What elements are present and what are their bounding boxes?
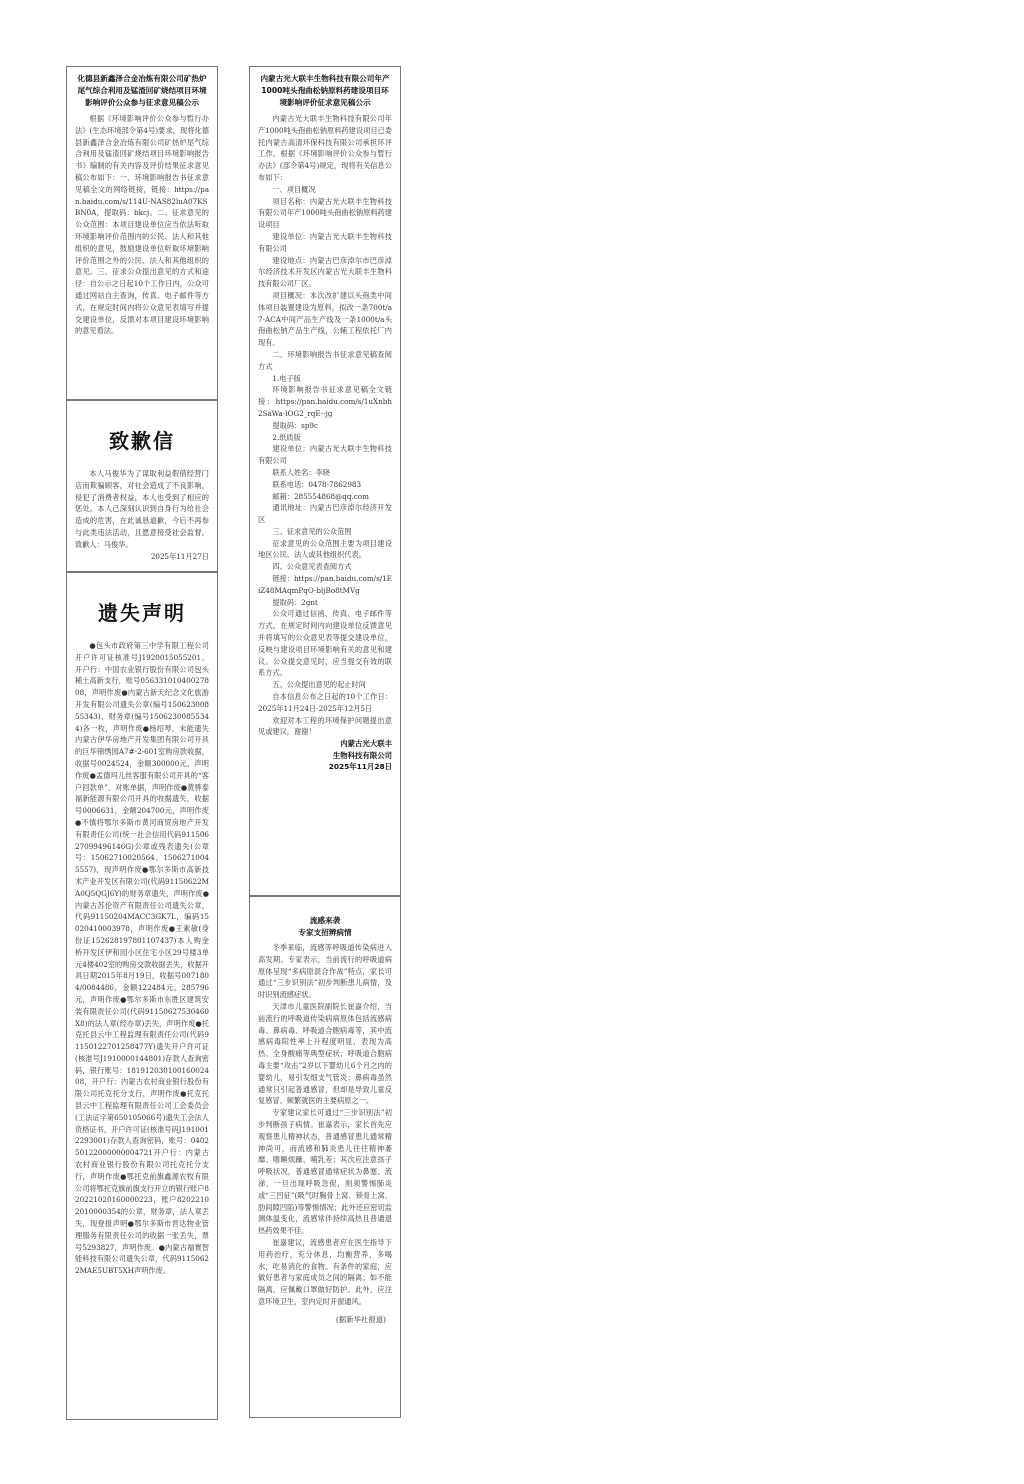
notice-mongolia-para: 建设地点：内蒙古巴彦淖尔市巴彦淖尔经济技术开发区内蒙古光大联丰生物科技有限公司厂区。 xyxy=(258,255,392,289)
notice-mongolia-para: 通讯地址：内蒙古巴彦淖尔经济开发区 xyxy=(258,503,392,525)
notice-mongolia-para: 项目概况：本次改扩建以头孢类中间体项目装置建设为原料，拟改一条700t/a7-ACA中间产品生产线及一条1000t/a头孢曲松钠产品生产线，公辅工程依托厂内现有。 xyxy=(258,290,392,348)
notice-eia-body: 根据《环境影响评价公众参与暂行办法》(生态环境部令第4号)要求，现将化德县新鑫泽合金冶炼有限公司矿热炉尾气综合利用及锰渣回矿烧结项目环境影响报告书》编制的有关内容及评价结果征求意见稿公布如下：一、环境影响报告书征求意见稿全文的网络链接，链接：https://pan.baidu.com/s/114U-NAS82luA07KSBN0A，提取码：bkcj。二、征求意见的公众范围：本项目建设单位应当依法听取环境影响评价范围内的公民、法人和其他组织的意见，鼓励建设单位听取环境影响评价范围之外的公民、法人和其他组织的意见。三、征求公众提出意见的方式和途径：自公示之日起10个工作日内，公众可通过网站自主查询，传真、电子邮件等方式，在规定时间内将公众意见表填写并提交建设单位，反馈对本项目建设环境影响的意见看法。 xyxy=(75,114,209,336)
notice-mongolia-para: 链接：https://pan.baidu.com/s/1EiZ48MAqmPqO-bljBo8tMVg xyxy=(258,574,392,595)
notice-mongolia-para: 提取码：sp9c xyxy=(272,420,319,430)
notice-mongolia-para: 欢迎对本工程的环境保护问题提出意见或建议，谢谢！ xyxy=(258,715,392,737)
notice-mongolia-para: 项目名称：内蒙古光大联丰生物科技有限公司年产1000吨头孢曲松钠原料药建设项目 xyxy=(258,196,392,230)
notice-mongolia-para: 内蒙古光大联丰生物科技有限公司年产1000吨头孢曲松钠原料药建设项目已委托内蒙古高清环保科技有限公司承担环评工作。根据《环境影响评价公众参与暂行办法》(部令第4号)规定，现将有关信息公布如下： xyxy=(258,114,392,182)
flu-article-box xyxy=(249,896,401,1418)
apology-body: 本人马俊华为了谋取利益假借经营门店而欺骗顾客，对社会造成了不良影响，侵犯了消费者权益，本人也受到了相应的惩处。本人已深刻认识到自身行为给社会造成的危害，在此诚恳道歉，今后不再参与此类违法活动，且愿意接受社会监督。致歉人：马俊华。 xyxy=(75,469,209,549)
flu-para: 天津市儿童医院副院长崔嘉介绍，当前流行的呼吸道传染病病原体包括流感病毒、鼻病毒、呼吸道合胞病毒等，其中流感病毒阳性率上升程度明显，表现为高热、全身酸痛等典型症状；呼吸道合胞病毒主要“攻击”2岁以下婴幼儿6个月之内的婴幼儿，易引发细支气管炎；鼻病毒虽然通常只引起普通感冒，但却是导致儿童反复感冒、频繁就医的主要病原之一。 xyxy=(258,1001,392,1106)
notice-mongolia-para: 二、环境影响报告书征求意见稿查阅方式 xyxy=(258,349,392,371)
notice-mongolia-box xyxy=(249,66,401,896)
flu-title: 流感来袭 xyxy=(309,916,341,925)
lost-title: 遗失声明 xyxy=(98,601,186,625)
lost-box xyxy=(66,572,218,1420)
apology-date: 2025年11月27日 xyxy=(150,551,209,561)
notice-mongolia-sign-date: 2025年11月28日 xyxy=(328,762,392,772)
notice-mongolia-para: 邮箱：285554868@qq.com xyxy=(272,491,369,501)
notice-mongolia-para: 自本信息公布之日起的10个工作日：2025年11月24日-2025年12月5日 xyxy=(258,692,392,713)
notice-mongolia-para: 环境影响报告书征求意见稿全文链接：https://pan.baidu.com/s/1uXnbh2SaWa-lOG2_rqE--jg xyxy=(258,385,392,418)
flu-source: (据新华社报道) xyxy=(335,1314,386,1324)
notice-mongolia-para: 公众可通过信函、传真、电子邮件等方式，在规定时间内向建设单位反馈意见并将填写的公众意见表等提交建设单位，反映与建设项目环境影响有关的意见和建议。公众提交意见时，应当提交有效的联系方式。 xyxy=(258,609,392,678)
notice-mongolia-para: 提取码：2gnt xyxy=(272,597,318,607)
notice-mongolia-para: 五、公众提出意见的起止时间 xyxy=(272,680,366,690)
flu-subtitle: 专家支招辨病情 xyxy=(298,927,352,937)
flu-para: 冬季来临，流感等呼吸道传染病进入高发期。专家表示，当前流行的呼吸道病原体呈现“多病原混合作战”特点，家长可通过“三步识别法”初步判断患儿病情，及时识别流感症状。 xyxy=(258,943,392,1000)
notice-mongolia-para: 联系电话：0478-7862983 xyxy=(272,479,362,489)
notice-mongolia-para: 2.纸质版 xyxy=(272,432,301,442)
notice-mongolia-para: 一、项目概况 xyxy=(272,184,316,194)
notice-eia-title: 化德县新鑫泽合金冶炼有限公司矿热炉尾气综合利用及锰渣回矿烧结项目环境影响评价公众参与征求意见稿公示 xyxy=(77,74,207,107)
notice-eia-box xyxy=(66,66,218,400)
flu-para: 崔嘉建议，流感患者应在医生指导下用药治疗，充分休息，均衡营养，多喝水，吃易消化的食物。有条件的家庭，应做好患者与家庭成员之间的隔离；如不能隔离，应佩戴口罩做好防护。此外，应注意环境卫生，室内定时开窗通风。 xyxy=(258,1237,392,1306)
notice-mongolia-para: 建设单位：内蒙古光大联丰生物科技有限公司 xyxy=(258,231,392,253)
flu-para: 专家建议家长可通过“三步识别法”初步判断孩子病情。崔嘉表示，家长首先应观察患儿精神状态，普通感冒患儿通常精神尚可，而流感和肺炎患儿往往精神萎靡、嗜睡烦躁、哺乳差；其次应注意孩子呼吸状况，普通感冒通常症状为鼻塞、流涕，一旦出现呼吸急促，则须警惕肺炎或“三凹征”(吸气时胸骨上窝、锁骨上窝、肋间隙凹陷)等警惕情况；此外还应密切监测体温变化，流感常伴持续高热且普通退热药效果不佳。 xyxy=(258,1108,392,1236)
notice-mongolia-sign-company: 生物科技有限公司 xyxy=(332,750,392,760)
apology-title: 致歉信 xyxy=(109,429,175,453)
notice-mongolia-para: 四、公众意见表查阅方式 xyxy=(272,562,352,572)
notice-mongolia-title: 内蒙古光大联丰生物科技有限公司年产1000吨头孢曲松钠原料药建设项目环境影响评价征求意见稿公示 xyxy=(260,74,390,107)
notice-mongolia-para: 1.电子版 xyxy=(272,373,301,383)
notice-mongolia-sign-company: 内蒙古光大联丰 xyxy=(340,739,392,749)
notice-mongolia-para: 建设单位：内蒙古光大联丰生物科技有限公司 xyxy=(258,444,392,466)
notice-mongolia-para: 征求意见的公众范围主要为项目建设地区公民、法人或其他组织代表。 xyxy=(258,538,392,560)
lost-body: ●包头市政府第三中学有限工程公司开户许可证核准号J1920015055201，开户行：中国农业银行股份有限公司包头稀土高新支行，账号05633101040027808，声明作废●内蒙古新天纪念文化旅游开发有限公司遗失公章(编号15062300855343)、财务章(编号15062300855344)各一枚，声明作废●杨绍琴，未能遗失内蒙古伊华房地产开发集团有限公司开具的巨华锦绣园A7#-2-601室购房款收据，收据号0024524，金额300000元，声明作废●孟德玛儿丝客服有限公司开具的“客户回款单”，对账单据，声明作废●黄骅泰福新能源有限公司开具的收据遗失，收据号0006631，金额204700元，声明作废●不慎将鄂尔多斯市黄河商贸房地产开发有限责任公司(统一社会信用代码91150627099496146G)公章或残表遗失(公章号：15062710020564、15062710045557)，现声明作废●鄂尔多斯市高新技术产业开发区有限公司(代码91150622MA0Q5QGJ6Y)的财务章遗失，声明作废●内蒙古苏伦资产有限责任公司遗失公章，代码91150204MACC3GK7L，编码15020410003978，声明作废●王素敏(身份证152628197801107437)本人购金桥开发区伊和园小区住宅小区29号楼3单元4楼402室的购房交款收据丢失，收据开具日期2015年8月19日，收据号0071804/0084486，金额122484元、285796元，声明作废●鄂尔多斯市东胜区建筑安装有限责任公司(代码91150627530460X8)的法人章(经办章)丢失，声明作废●托克托县云中工程监理有限责任公司(代码91150122701258477Y)遗失开户许可证(核准号J1910000144801)存款人查询密码，银行账号：18191203010016002408，开户行：内蒙古农村商业银行股份有限公司托克托分支行，声明作废●托克托县云中工程监理有限责任公司工会委员会(工法证字第650105066号)遗失工会法人资格证书，开户许可证(核准号码J1910012293001)存款人查询密码，账号：040250122000000004721开户行：内蒙古农村商业银行股份有限公司托克托分支行，声明作废●鄂托克前旗鑫源农牧有限公司将鄂托克旗前旗支行开立的银行账户820221020160000223，账户82022102010000354的公章，财务章，法人章丢失，现登报声明●鄂尔多斯市晋达物业管理服务有限责任公司的收据一张丢失，票号5293827，声明作废。●内蒙古福寰智能科技有限公司遗失公章，代码91150622MAE5UBT5XH声明作废。 xyxy=(75,641,209,1276)
notice-mongolia-para: 三、征求意见的公众范围 xyxy=(272,526,352,536)
apology-box xyxy=(66,400,218,572)
notice-mongolia-para: 联系人姓名：李晓 xyxy=(272,467,330,477)
